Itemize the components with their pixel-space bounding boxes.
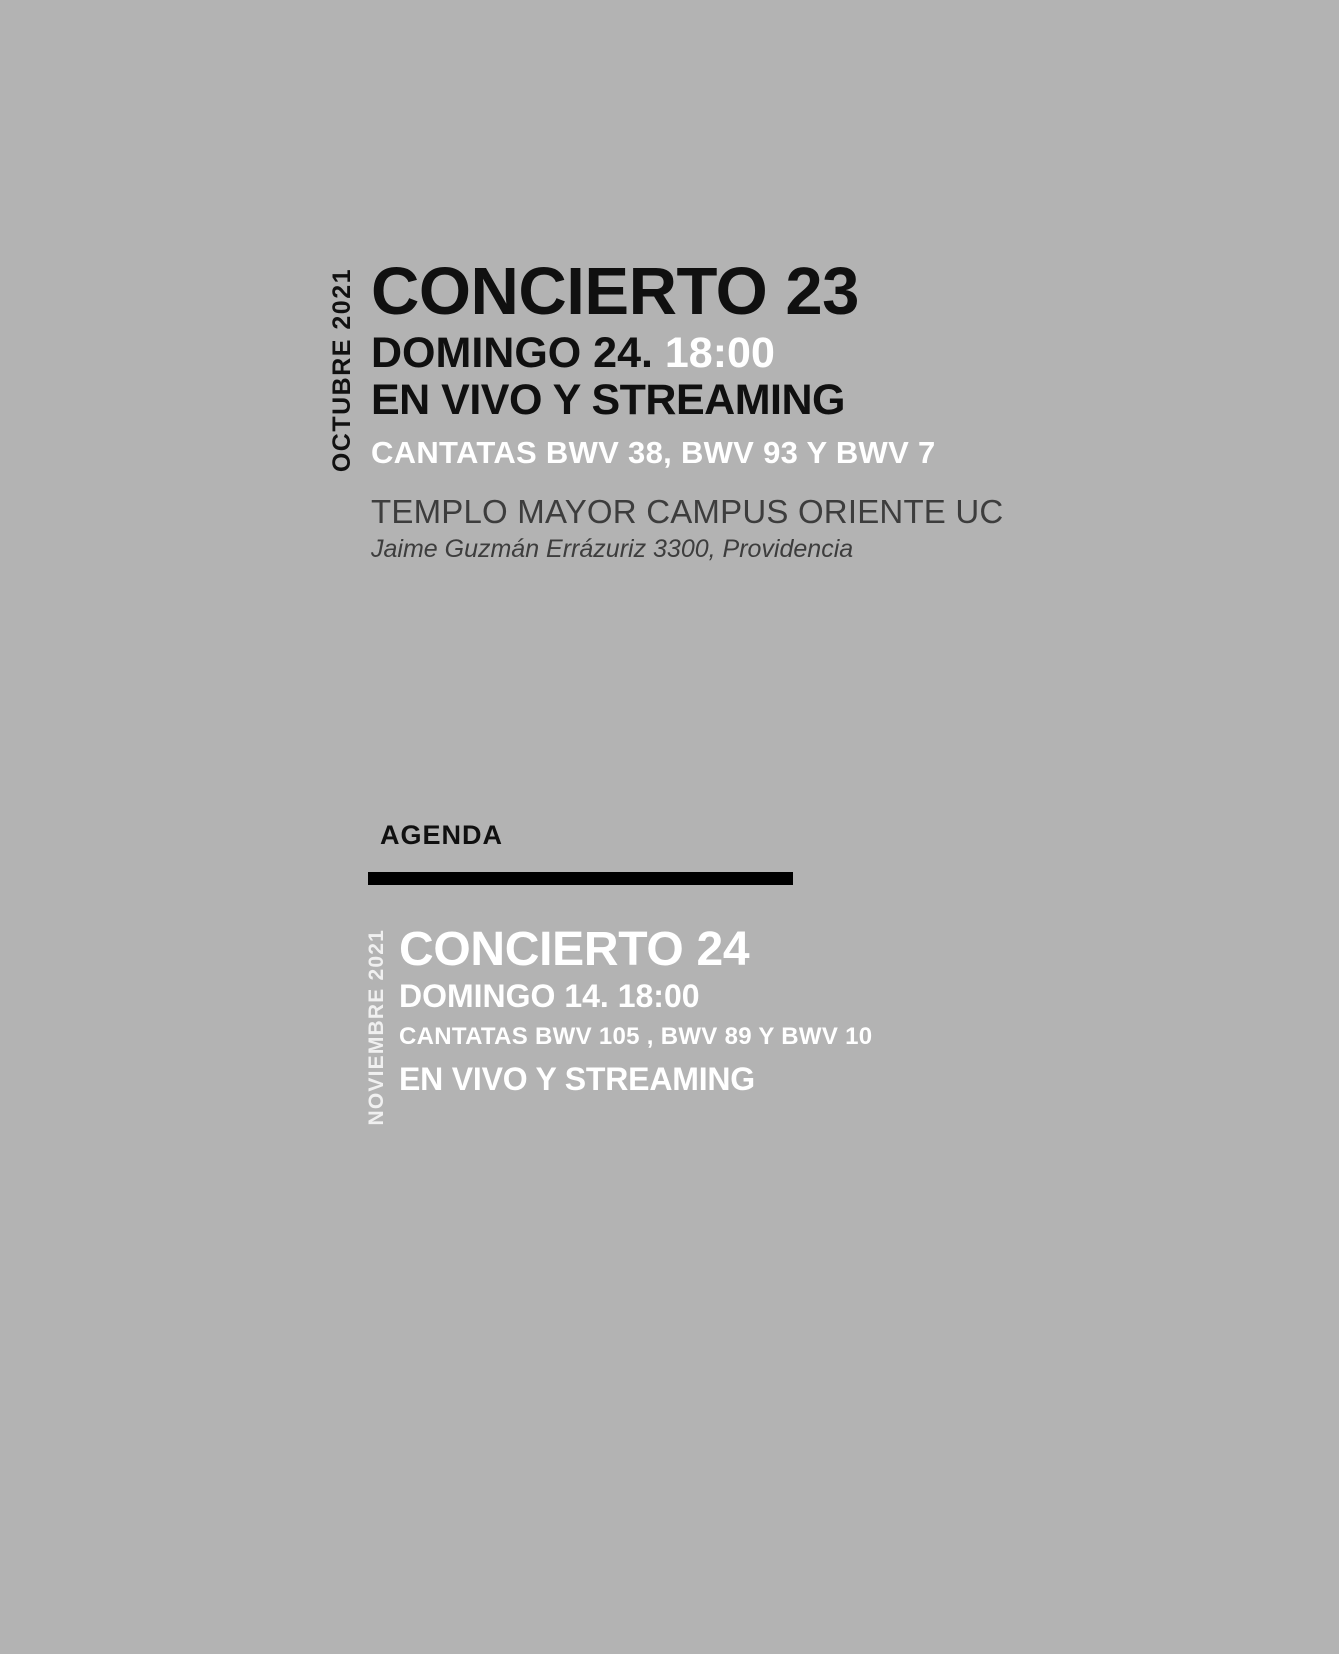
agenda-concert-block xyxy=(366,925,872,1126)
main-concert-venue: TEMPLO MAYOR CAMPUS ORIENTE UC xyxy=(371,493,1004,531)
main-concert-time: 18:00 xyxy=(664,329,775,377)
main-concert-day: DOMINGO 24. xyxy=(371,329,653,377)
main-concert-title: CONCIERTO 23 xyxy=(371,254,859,329)
agenda-concert-date-line: DOMINGO 14. 18:00 xyxy=(399,978,700,1015)
agenda-concert-program: CANTATAS BWV 105 , BWV 89 Y BWV 10 xyxy=(399,1022,873,1050)
agenda-heading: AGENDA xyxy=(380,820,504,850)
main-concert-program: CANTATAS BWV 38, BWV 93 Y BWV 7 xyxy=(371,435,936,471)
main-concert-date-line xyxy=(371,331,1003,376)
main-concert-month-year: OCTUBRE 2021 xyxy=(328,268,356,473)
agenda-divider xyxy=(368,872,793,885)
agenda-concert-title: CONCIERTO 24 xyxy=(399,923,750,976)
main-concert-address: Jaime Guzmán Errázuriz 3300, Providencia xyxy=(371,535,854,564)
agenda-concert-format: EN VIVO Y STREAMING xyxy=(399,1060,755,1097)
main-concert-format: EN VIVO Y STREAMING xyxy=(371,376,845,425)
main-concert-text xyxy=(371,254,1004,564)
agenda-concert-text xyxy=(399,925,872,1098)
agenda-concert-month-year: NOVIEMBRE 2021 xyxy=(365,929,388,1126)
main-concert-block xyxy=(328,254,1004,564)
